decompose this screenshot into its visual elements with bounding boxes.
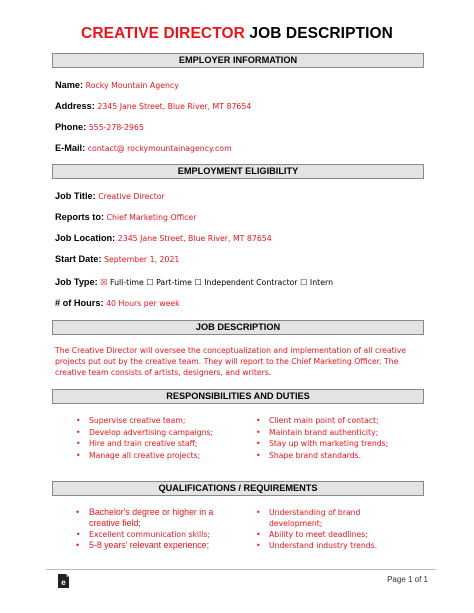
list-item[interactable]: • Hire and train creative staff; (76, 439, 198, 449)
footer-divider (46, 569, 436, 570)
qualifications-header: QUALIFICATIONS / REQUIREMENTS (52, 481, 424, 496)
list-item[interactable]: • Shape brand standards. (256, 451, 362, 461)
list-item[interactable]: • Excellent communication skills; (76, 530, 210, 539)
bullet-icon: • (76, 540, 80, 550)
bullet-icon: • (76, 451, 81, 461)
job-title-field: Job Title: Creative Director (55, 191, 165, 201)
title-role: CREATIVE DIRECTOR (81, 25, 245, 42)
bullet-icon: • (256, 451, 261, 461)
list-item[interactable]: • 5-8 years' relevant experience; (76, 540, 210, 550)
employer-name-label: Name (55, 80, 81, 90)
bullet-icon: • (76, 507, 80, 517)
employer-phone-field: Phone: 555-278-2965 (55, 122, 144, 132)
list-item[interactable]: • Understand industry trends. (256, 541, 378, 550)
job-type-label: Job Type (55, 277, 95, 287)
full-time-checkbox[interactable]: ☒ (100, 278, 108, 287)
bullet-icon: • (76, 530, 81, 539)
intern-label: Intern (309, 278, 334, 287)
document-title (0, 25, 474, 43)
reports-to-field: Reports to: Chief Marketing Officer (55, 212, 197, 222)
bullet-icon: • (256, 416, 261, 425)
employer-phone-value[interactable]: 555-278-2965 (88, 123, 144, 132)
independent-contractor-checkbox[interactable]: ☐ (194, 278, 202, 287)
bullet-icon: • (256, 508, 261, 517)
bullet-icon: • (256, 439, 261, 449)
title-suffix: JOB DESCRIPTION (244, 25, 393, 42)
page-number: Page 1 of 1 (387, 575, 428, 584)
responsibilities-right-list (256, 415, 388, 462)
part-time-checkbox[interactable]: ☐ (146, 278, 154, 287)
responsibilities-header: RESPONSIBILITIES AND DUTIES (52, 389, 424, 404)
list-item[interactable]: • Understanding of brand development; (256, 508, 361, 528)
list-item[interactable]: • Develop advertising campaigns; (76, 427, 214, 437)
job-type-field: Job Type: ☒ Full-time ☐ Part-time ☐ Independent Contractor ☐ Intern (55, 277, 334, 287)
list-item[interactable]: • Ability to meet deadlines; (256, 530, 368, 539)
bullet-icon: • (256, 541, 261, 550)
qualifications-right-list (256, 507, 416, 551)
list-item[interactable]: • Client main point of contact; (256, 416, 379, 425)
intern-checkbox[interactable]: ☐ (300, 278, 308, 287)
reports-to-value[interactable]: Chief Marketing Officer (106, 213, 197, 222)
qualifications-left-list (76, 507, 256, 551)
job-location-label: Job Location (55, 233, 113, 243)
hours-label: # of Hours (55, 298, 101, 308)
job-description-text[interactable]: The Creative Director will oversee the conceptualization and implementation of all creative projects put out by the creative team. They will report to the Chief Marketing Officer. The creative team consists of artists, designers, and writers. (55, 346, 407, 377)
start-date-value[interactable]: September 1, 2021 (104, 255, 180, 264)
employer-name-value[interactable]: Rocky Mountain Agency (85, 81, 179, 90)
list-item[interactable]: • Manage all creative projects; (76, 451, 201, 461)
employer-email-value[interactable]: contact@ rockymountainagency.com (87, 144, 232, 153)
employer-address-value[interactable]: 2345 Jane Street, Blue River, MT 87654 (97, 102, 252, 111)
list-item[interactable]: • Supervise creative team; (76, 416, 186, 425)
list-item[interactable]: • Stay up with marketing trends; (256, 439, 389, 449)
part-time-label: Part-time (156, 278, 192, 287)
employer-email-label: E-Mail (55, 143, 83, 153)
job-description-header: JOB DESCRIPTION (52, 320, 424, 335)
bullet-icon: • (76, 439, 81, 449)
responsibilities-left-list (76, 415, 213, 462)
bullet-icon: • (76, 416, 81, 425)
hours-value[interactable]: 40 Hours per week (106, 299, 180, 308)
employer-address-label: Address (55, 101, 92, 111)
svg-text:e: e (61, 578, 66, 587)
employer-name-field: Name: Rocky Mountain Agency (55, 80, 179, 90)
job-location-value[interactable]: 2345 Jane Street, Blue River, MT 87654 (117, 234, 272, 243)
full-time-label: Full-time (110, 278, 144, 287)
independent-contractor-label: Independent Contractor (204, 278, 298, 287)
hours-field: # of Hours: 40 Hours per week (55, 298, 180, 308)
list-item[interactable]: • Maintain brand authenticity; (256, 427, 379, 437)
start-date-field: Start Date: September 1, 2021 (55, 254, 180, 264)
start-date-label: Start Date (55, 254, 99, 264)
list-item[interactable]: • Bachelor's degree or higher in a creative field; (76, 507, 214, 528)
employer-email-field: E-Mail: contact@ rockymountainagency.com (55, 143, 232, 153)
job-location-field: Job Location: 2345 Jane Street, Blue River, MT 87654 (55, 233, 272, 243)
employer-address-field: Address: 2345 Jane Street, Blue River, MT 87654 (55, 101, 252, 111)
employment-eligibility-header: EMPLOYMENT ELIGIBILITY (52, 164, 424, 179)
bullet-icon: • (256, 530, 261, 539)
job-title-label: Job Title (55, 191, 93, 201)
job-title-value[interactable]: Creative Director (98, 192, 165, 201)
bullet-icon: • (76, 427, 81, 437)
bullet-icon: • (256, 427, 261, 437)
employer-information-header: EMPLOYER INFORMATION (52, 53, 424, 68)
document-logo-icon (57, 573, 70, 589)
reports-to-label: Reports to (55, 212, 101, 222)
employer-phone-label: Phone (55, 122, 84, 132)
